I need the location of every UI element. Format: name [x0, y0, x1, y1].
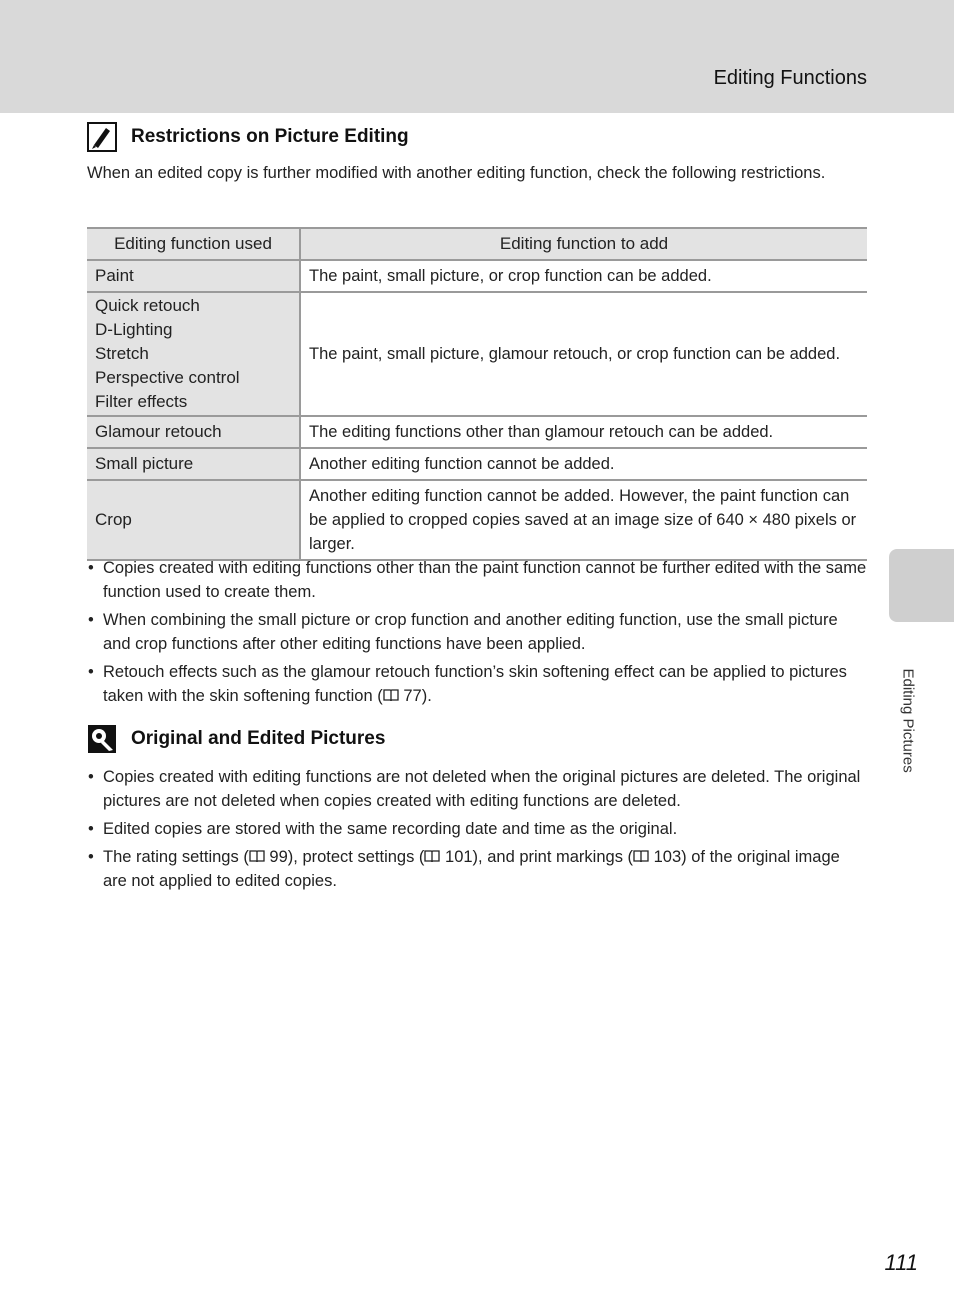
restrictions-notes	[87, 556, 867, 712]
list-item: • The rating settings ( 99), protect settings ( 101), and print markings ( 103) of the original image are not applied to edited copies.	[87, 845, 867, 893]
book-ref-icon	[249, 846, 265, 859]
function-used-cell	[87, 292, 300, 416]
note-icon	[87, 724, 117, 754]
page-ref: 77	[403, 687, 422, 705]
table-row	[87, 448, 867, 480]
function-used-item: D-Lighting	[95, 320, 173, 339]
restrictions-table	[87, 227, 867, 561]
function-to-add-cell: Another editing function cannot be added.	[300, 448, 867, 480]
book-ref-icon	[383, 685, 399, 698]
list-item: • Copies created with editing functions other than the paint function cannot be further edited with the same function used to create them.	[87, 556, 867, 604]
function-used-cell: Small picture	[87, 448, 300, 480]
page-ref: 103	[653, 848, 682, 866]
table-row	[87, 480, 867, 560]
original-notes	[87, 765, 867, 897]
list-item: • When combining the small picture or crop function and another editing function, use the small picture and crop functions after other editing functions have been applied.	[87, 608, 867, 656]
running-header: Editing Functions	[713, 67, 867, 89]
list-item: • Copies created with editing functions are not deleted when the original pictures are deleted. The original pictures are not deleted when copies created with editing functions are deleted.	[87, 765, 867, 813]
function-to-add-cell: The paint, small picture, or crop function can be added.	[300, 260, 867, 292]
table-header-row	[87, 228, 867, 260]
function-used-cell: Crop	[87, 480, 300, 560]
table-row	[87, 416, 867, 448]
function-used-cell: Glamour retouch	[87, 416, 300, 448]
function-to-add-cell: Another editing function cannot be added. However, the paint function can be applied to cropped copies saved at an image size of 640 × 480 pixels or larger.	[300, 480, 867, 560]
column-header: Editing function used	[87, 228, 300, 260]
function-to-add-cell: The paint, small picture, glamour retouch, or crop function can be added.	[300, 292, 867, 416]
page-number: 111	[884, 1250, 918, 1275]
function-to-add-cell: The editing functions other than glamour retouch can be added.	[300, 416, 867, 448]
page-ref: 99	[269, 848, 288, 866]
list-item: • Edited copies are stored with the same recording date and time as the original.	[87, 817, 867, 841]
book-ref-icon	[424, 846, 440, 859]
header-band	[0, 0, 954, 113]
original-heading	[87, 724, 385, 754]
section-title: Restrictions on Picture Editing	[131, 126, 409, 147]
intro-text: When an edited copy is further modified with another editing function, check the following restrictions.	[87, 164, 826, 182]
function-used-item: Filter effects	[95, 392, 188, 411]
page-ref: 101	[445, 848, 473, 866]
side-tab	[889, 549, 954, 622]
function-used-item: Perspective control	[95, 368, 240, 387]
function-used-item: Quick retouch	[95, 296, 200, 315]
table-row	[87, 292, 867, 416]
book-ref-icon	[633, 846, 649, 859]
list-item: • Retouch effects such as the glamour retouch function’s skin softening effect can be applied to pictures taken with the skin softening function ( 77).	[87, 660, 867, 708]
table-row	[87, 260, 867, 292]
function-used-item: Stretch	[95, 344, 149, 363]
column-header: Editing function to add	[300, 228, 867, 260]
section-title: Original and Edited Pictures	[131, 728, 386, 749]
restrictions-heading	[87, 122, 409, 152]
caution-icon	[87, 122, 117, 152]
side-tab-label: Editing Pictures	[899, 668, 917, 773]
function-used-cell: Paint	[87, 260, 300, 292]
